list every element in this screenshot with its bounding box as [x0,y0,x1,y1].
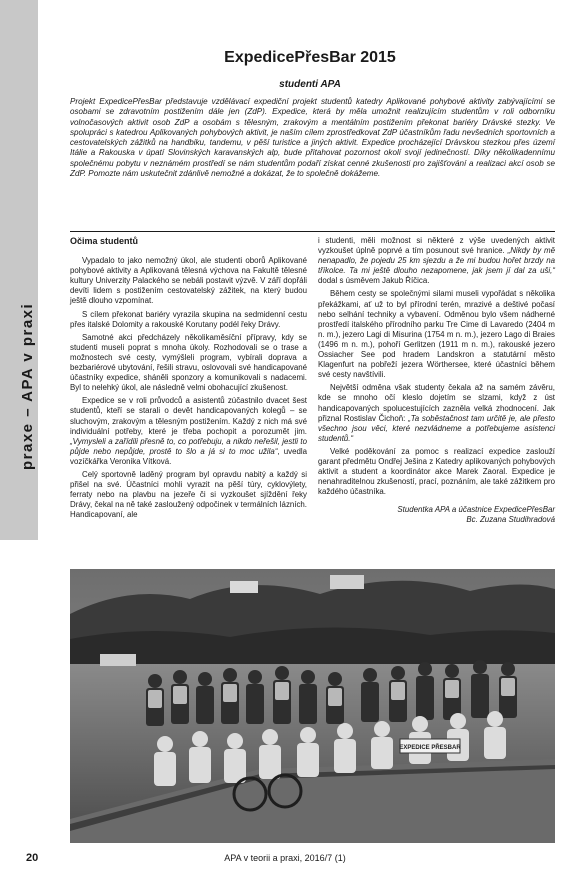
paragraph: Během cesty se společnými silami museli vypořádat s několika překážkami, ať už to byl přírodní terén, mrazivé a deštivé počasí nebo selhání techniky a vybavení. Odměnou bylo všem nádherné prostředí italského přírodního parku Tre Cime di Lavaredo (2404 m n. m.), jezero Lagi di Misurina (1754 m n. m.), jezero Lago di Braies (1496 m n. m.), pohoří Gerlitzen (1911 m n. m.), rakouské jezero Ossiacher See pod hradem Landskron a statutární město Klagenfurt na pobřeží jezera Wörthersee, které účastníci během své cesty navštívili. [318,289,555,380]
group-photo [70,569,555,843]
article-column-right [318,236,555,526]
paragraph-text: dodal s úsměvem Jakub Říčica. [318,276,430,286]
article-intro: Projekt ExpedicePřesBar představuje vzdělávací expediční projekt studentů katedry Aplikované pohybové aktivity zabývajícími se osobami se zdravotním postižením dále jen (ZdP). Expedice, která by měla umožnit realizujícím studentům v roli odborníku volnočasových aktivit osob ZdP a osobám s tělesným, zrakovým a mentálním postižením překonat bariéry Drávské stezky. Ve spolupráci s katedrou Aplikovaných pohybových aktivit, je naším cílem zprostředkovat ZdP účastníkům řadu nevšedních sportovních a cestovatelských zážitků na handbiku, tandemu, v pěší turistice a jiných aktivit. Expedice procházející Drávskou stezkou přes území Itálie a Rakouska v úpatí Slovinských karavanských alp, bude přitahovat pozornost okolí svojí jedinečností. Díky několikadennímu společnému pobytu v neznámém prostředí se nám studentům podaří získat cenné zkušenosti pro zajišťování a realizaci akcí osob se ZdP. Pomozte nám uskutečnit zdánlivě nemožné a dokázat, že to společně dokážeme. [70,97,555,179]
paragraph: Velké poděkování za pomoc s realizací expedice zaslouží garant předmětu Ondřej Ješina z Katedry aplikovaných pohybových aktivit a student a koordinátor akce Marek Zaoral. Expedice je nenahraditelnou zkušeností, prací, poznáním, ale také zážitkem pro každého účastníka. [318,446,555,497]
paragraph: S cílem překonat bariéry vyrazila skupina na sedmidenní cestu přes italské Dolomity a rakouské Korutany podél řeky Drávy. [70,309,307,329]
quote: „Vymysleli a zařídili přesně to, co potřebuju, a nikdo neřešil, jestli to půjde nebo nepůjde, prostě to šlo a já si to moc užila“ [70,436,307,456]
divider [70,231,555,232]
signature-name: Bc. Zuzana Studihradová [466,515,555,525]
article-column-left [70,236,307,523]
paragraph-text: Expedice se v roli průvodců a asistentů zúčastnilo dvacet šest studentů, kteří se starali o devět handicapovaných kolegů – se sluchovým, zrakovým a tělesným postižením. Každý z nich má své individuální potřeby, které je třeba pochopit a porozumět jim. [70,396,307,436]
paragraph-text: , uvedla vozíčkářka Veronika Vítková. [70,446,308,466]
paragraph [318,236,555,286]
quote: „Ta soběstačnost tam určitě je, ale přesto všechno jsou věci, které nezvládneme a potřebujeme asistenci studentů.“ [318,413,555,443]
article-author-line: studenti APA [279,79,341,90]
section-heading: Očima studentů [70,236,139,246]
journal-citation: APA v teorii a praxi, 2016/7 (1) [224,853,346,863]
paragraph [318,383,555,444]
section-label: praxe – APA v praxi [19,302,36,470]
signature-role: Studentka APA a účastnice ExpedicePřesBar [397,505,555,515]
article-title: ExpedicePřesBar 2015 [224,49,396,66]
paragraph: Samotné akci předcházely několikaměsíční přípravy, kdy se studenti museli poprat s mnoha úkoly. Rozhodovali se o trase a možnostech své cesty, vymýšleli program, vybírali doprava a bezbariérové ubytování, řešili stravu, oslovovali své handicapované účastníky expedice, sháněli sponzory a komunikovali s nadacemi. Byl to nelehký úkol, ale následně velmi obohacující zkušenost. [70,332,307,393]
photo-banner: EXPEDICE PŘESBAR [399,745,461,751]
page-number: 20 [26,852,39,864]
section-sidebar [0,0,38,540]
paragraph-text: i studenti, měli možnost si některé z výše uvedených aktivit vyzkoušet úplně poprvé a tím posunout své hranice. [318,236,555,256]
paragraph: Celý sportovně laděný program byl opravdu nabitý a každý si přišel na své. Účastníci mohli vyrazit na pěší túry, cyklovýlety, ferraty nebo na plavbu na jezeře či si vyzkoušet sjíždění řeky Drávy, čekal na ně také zasloužený odpočinek v termálních lázních. Handicapovaní, ale [70,469,307,520]
paragraph [70,396,307,467]
author-signature [318,505,555,525]
paragraph: Vypadalo to jako nemožný úkol, ale studenti oborů Aplikované pohybové aktivity a Aplikovaná tělesná výchova na Fakultě tělesné kultury Univerzity Palackého se nebáli postavit výzvě. V září dopřáli devíti lidem s postižením cestovatelský zážitek, na který budou ještě dlouho vzpomínat. [70,256,307,306]
paragraph-text: Největší odměna však studenty čekala až na samém závěru, kde se mnoho očí kleslo dojetím se slzami, když z úst handicapovaných spolucestujících zazněla velká zhodnocení. Jak přiznal Rostislav Čichoň: [318,383,555,423]
quote: „Nikdy by mě nenapadlo, že pojedu 25 km sjezdu a že mi budou hořet brzdy na tříkolce. Ta mi ještě dlouho nezapomene, jak jsem jí dal za uši,“ [318,246,555,276]
